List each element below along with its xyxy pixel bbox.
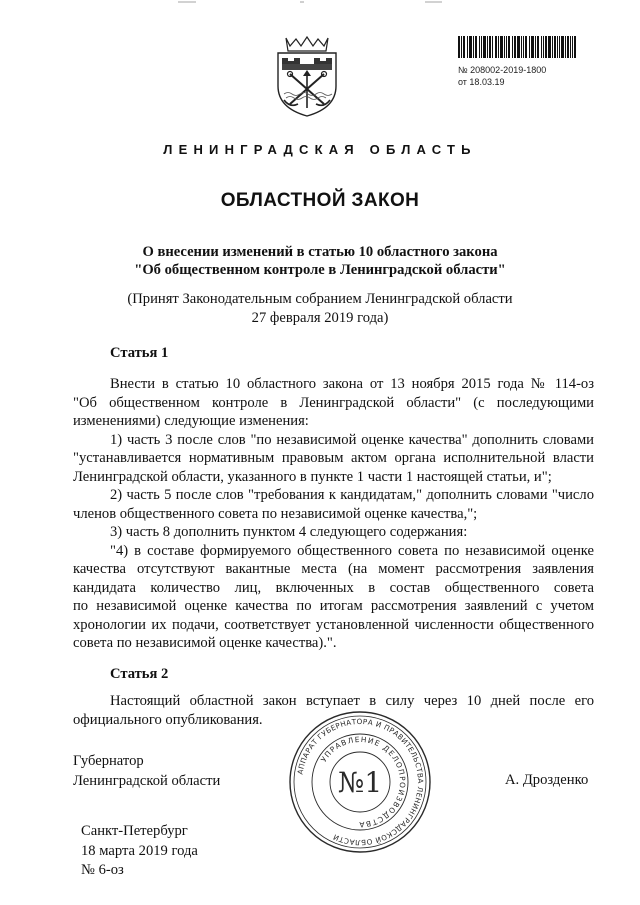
stamp-number: №1 [337,766,383,799]
signer-name: А. Дрозденко [505,772,589,788]
article-1-line: качества отсутствуют вакантные места (на момент рассмотрения заявления [73,561,594,577]
article-1-line: "устанавливается нормативным правовым актом органа исполнительной власти [73,450,594,466]
stamp-ring-text: АППАРАТ ГУБЕРНАТОРА И ПРАВИТЕЛЬСТВА ЛЕНИНГРАДСКОЙ ОБЛАСТИ [295,716,426,848]
adoption-note-line-1: (Принят Законодательным собранием Ленинградской области [127,291,513,307]
article-1-line: хронологии их подачи, соответствует установленной численности общественного [73,616,594,633]
signer-position-line-2: Ленинградской области [73,772,221,789]
official-stamp-seal [286,708,434,856]
article-2-heading: Статья 2 [110,666,169,682]
law-title-line-1: О внесении изменений в статью 10 областного закона [142,244,498,260]
stamp-inner-text: УПРАВЛЕНИЕ ДЕЛОПРОИЗВОДСТВА [318,734,408,830]
registration-block [458,36,578,90]
article-2-line: официального опубликования. [73,711,263,728]
region-name: ЛЕНИНГРАДСКАЯ ОБЛАСТЬ [163,142,477,157]
registration-date: от 18.03.19 [458,77,505,87]
adoption-note-line-2: 27 февраля 2019 года) [251,310,389,326]
article-1-line: 3) часть 8 дополнить пунктом 4 следующего содержания: [110,524,468,540]
scan-edge-marks [0,0,640,6]
article-1-line: "Об общественном контроле в Ленинградской области" (с последующими [73,394,594,411]
article-1-heading: Статья 1 [110,345,169,361]
article-2-line: Настоящий областной закон вступает в силу через 10 дней после его [110,693,594,709]
article-1-line: 2) часть 5 после слов "требования к кандидатам," дополнить словами "число [110,487,594,503]
article-1-line: совета по независимой оценке качества).". [73,635,337,651]
article-1-line: кандидата количество лиц, включенных в состав общественного совета [73,579,594,596]
signing-city: Санкт-Петербург [81,823,188,839]
place-date-block [81,822,198,881]
signer-position [73,752,220,791]
signing-date: 18 марта 2019 года [81,842,198,859]
signer-position-line-1: Губернатор [73,753,144,769]
registration-number: № 208002-2019-1800 [458,65,547,75]
document-type: ОБЛАСТНОЙ ЗАКОН [220,190,420,211]
article-1-line: Ленинградской области, указанного в пункте 1 части 1 настоящей статьи, и"; [73,468,552,485]
coat-of-arms-emblem [268,34,346,118]
barcode [458,36,576,58]
article-1-line: членов общественного совета по независимой оценке качества,"; [73,505,478,522]
article-1-line: изменениями) следующие изменения: [73,413,309,429]
article-1-line: 1) часть 3 после слов "по независимой оценке качества" дополнить словами [110,431,594,448]
law-number: № 6-оз [81,862,124,878]
article-1-line: Внести в статью 10 областного закона от 13 ноября 2015 года № 114-оз [110,376,594,392]
article-1-line: "4) в составе формируемого общественного совета по независимой оценке [110,542,594,559]
law-title-line-2: "Об общественном контроле в Ленинградской области" [134,262,506,278]
article-1-line: по независимой оценке качества по итогам рассмотрения заявлений с учетом [73,598,594,614]
